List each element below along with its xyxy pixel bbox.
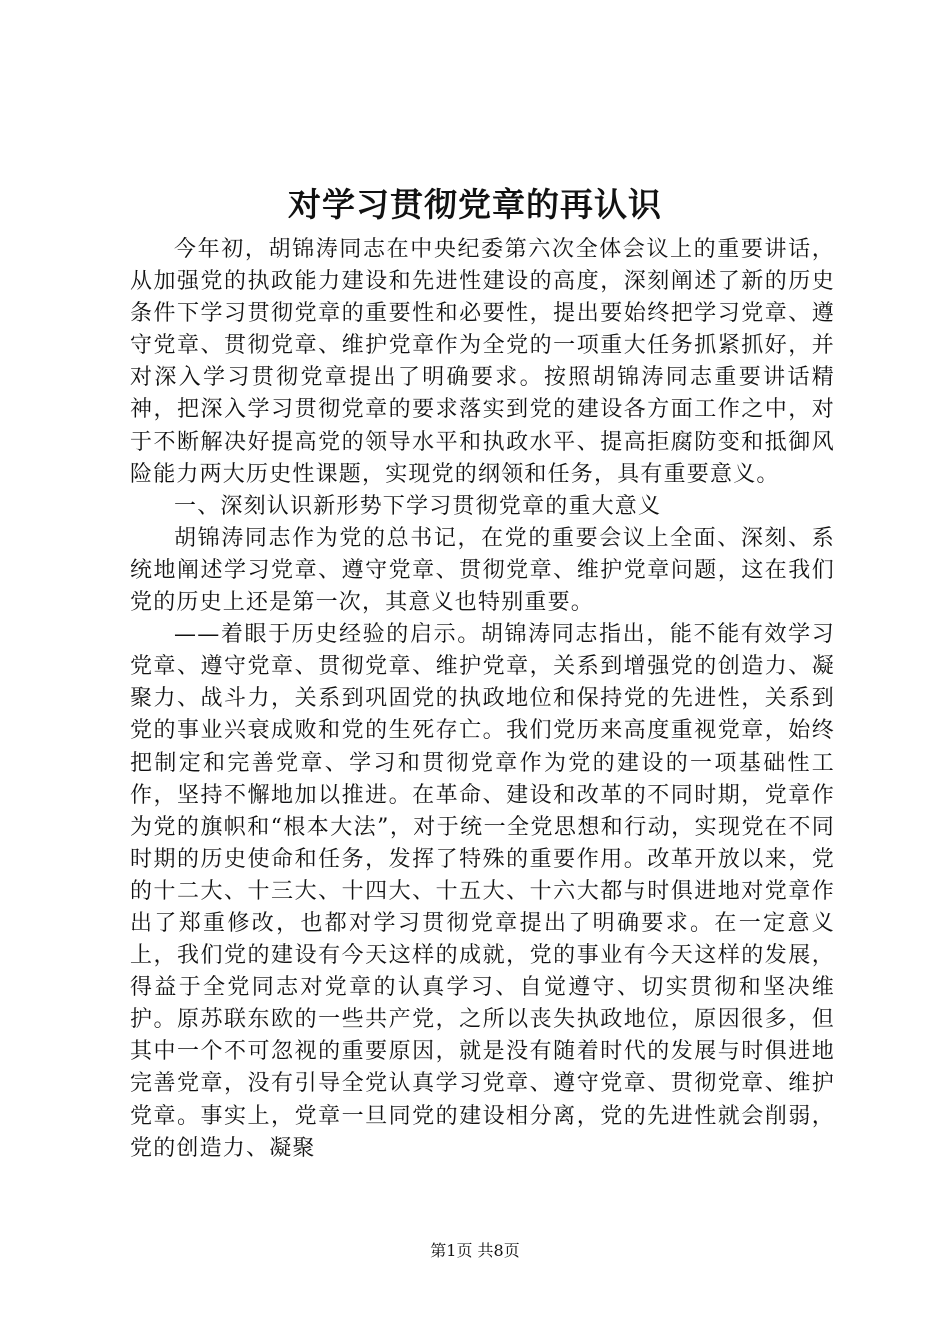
paragraph-history: ——着眼于历史经验的启示。胡锦涛同志指出，能不能有效学习党章、遵守党章、贯彻党章、维护党章，关系到增强党的创造力、凝聚力、战斗力，关系到巩固党的执政地位和保持党的先进性，关系到党的事业兴衰成败和党的生死存亡。我们党历来高度重视党章，始终把制定和完善党章、学习和贯彻党章作为党的建设的一项基础性工作，坚持不懈地加以推进。在革命、建设和改革的不同时期，党章作为党的旗帜和“根本大法”，对于统一全党思想和行动，实现党在不同时期的历史使命和任务，发挥了特殊的重要作用。改革开放以来，党的十二大、十三大、十四大、十五大、十六大都与时俱进地对党章作出了郑重修改，也都对学习贯彻党章提出了明确要求。在一定意义上，我们党的建设有今天这样的成就，党的事业有今天这样的发展，得益于全党同志对党章的认真学习、自觉遵守、切实贯彻和坚决维护。原苏联东欧的一些共产党，之所以丧失执政地位，原因很多，但其中一个不可忽视的重要原因，就是没有随着时代的发展与时俱进地完善党章，没有引导全党认真学习党章、遵守党章、贯彻党章、维护党章。事实上，党章一旦同党的建设相分离，党的先进性就会削弱，党的创造力、凝聚 [130, 622, 835, 1161]
page-number-footer: 第1页 共8页 [430, 1241, 520, 1260]
paragraph-significance: 胡锦涛同志作为党的总书记，在党的重要会议上全面、深刻、系统地阐述学习党章、遵守党章、贯彻党章、维护党章问题，这在我们党的历史上还是第一次，其意义也特别重要。 [130, 525, 835, 616]
document-title: 对学习贯彻党章的再认识 [288, 185, 662, 224]
document-body [130, 234, 835, 1165]
paragraph-intro: 今年初，胡锦涛同志在中央纪委第六次全体会议上的重要讲话，从加强党的执政能力建设和先进性建设的高度，深刻阐述了新的历史条件下学习贯彻党章的重要性和必要性，提出要始终把学习党章、遵守党章、贯彻党章、维护党章作为全党的一项重大任务抓紧抓好，并对深入学习贯彻党章提出了明确要求。按照胡锦涛同志重要讲话精神，把深入学习贯彻党章的要求落实到党的建设各方面工作之中，对于不断解决好提高党的领导水平和执政水平、提高拒腐防变和抵御风险能力两大历史性课题，实现党的纲领和任务，具有重要意义。 [130, 237, 835, 487]
section-heading: 一、深刻认识新形势下学习贯彻党章的重大意义 [174, 493, 662, 519]
